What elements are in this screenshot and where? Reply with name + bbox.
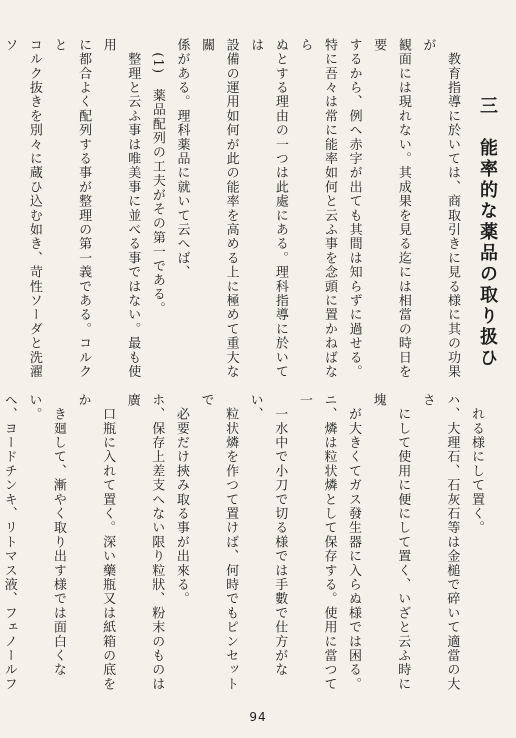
text-line: ハ、大理石、石灰石等は金槌で碎いて適當の大さ — [419, 393, 460, 692]
text-line: ぬとする理由の一つは此處にある。理科指導に於いては — [248, 38, 288, 379]
text-line: 観面には現れない。其成果を見る迄には相當の時日を要 — [371, 38, 411, 379]
text-line: き廻して、漸やく取り出す様では面白くない。 — [26, 393, 66, 677]
text-line: 特に吾々は常に能率如何と云ふ事を念頭に置かねばなら — [297, 38, 338, 379]
text-line: 粒状燐を作つて置けば、何時でもピンセットで — [198, 393, 239, 692]
text-line: へ、ヨードチンキ、リトマス液、フェノールフ — [1, 393, 17, 692]
text-line: ニ、燐は粒状燐として保存する。使用に當つて一 — [296, 393, 337, 692]
text-line: するから、例へ赤字が出ても其間は知らずに過せる。 — [346, 38, 362, 379]
text-line: に都合よく配列する事が整理の第一義である。コルクと — [51, 38, 92, 379]
section-heading: 三 能率的な薬品の取り扱ひ — [477, 96, 498, 369]
page-number: 94 — [249, 710, 267, 724]
text-line: 一水中で小刀で切る様では手數で仕方がない、 — [247, 393, 288, 677]
text-line: れる様にして置く。 — [469, 393, 484, 535]
text-line: ホ、保存上差支へない限り粒狀、粉末のものは廣 — [124, 393, 165, 692]
text-line: 設備の運用如何が此の能率を高める上に極めて重大な關 — [199, 38, 239, 379]
text-block-lower — [1, 393, 488, 703]
text-line: 必要だけ挾み取る事が出來る。 — [173, 393, 189, 606]
text-line: 教育指導に於いては、商取引きに見る様に其の功果が — [420, 38, 460, 379]
text-line: 係がある。理科薬品に就いて云へば、 — [174, 38, 190, 280]
text-block-upper — [2, 38, 464, 383]
text-line: コルク抜きを別々に蔵ひ込む如き、苛性ソーダと洗濯ソ — [2, 38, 42, 379]
text-line: (1) 薬品配列の工夫がその第一である。 — [149, 38, 165, 316]
text-line: 整理と云ふ事は唯美事に並べる事ではない。最も使用 — [100, 38, 141, 379]
text-line: 口瓶に入れて置く。深い藥瓶又は紙箱の底をか — [75, 393, 116, 692]
text-line: が大きくてガス發生器に入らぬ様では困る。 — [346, 393, 362, 692]
text-line: にして使用に便にして置く、いざと云ふ時に塊 — [370, 393, 411, 692]
